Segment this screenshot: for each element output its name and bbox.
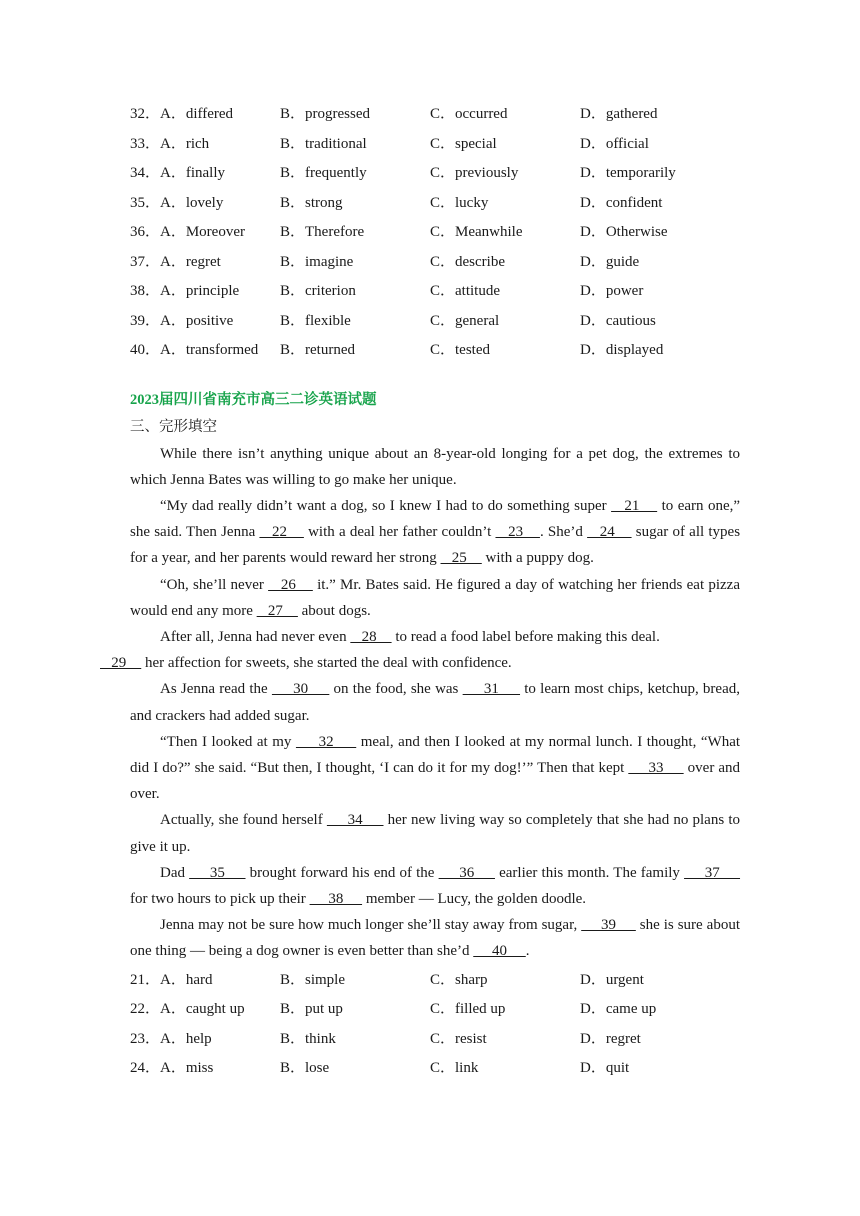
- passage-paragraph-3: “Oh, she’ll never 26 it.” Mr. Bates said. He figured a day of watching her friends eat pizza would end any more 27 about dogs.: [130, 576, 741, 619]
- option-a: A．help: [160, 1030, 212, 1047]
- option-d: D．gathered: [580, 106, 658, 122]
- question-number: 22．: [130, 1001, 161, 1018]
- option-row-24: [130, 1057, 740, 1087]
- option-row-35: [130, 192, 740, 222]
- blank-29: 29: [100, 655, 142, 672]
- option-b: B．strong: [280, 194, 343, 211]
- option-a: A．caught up: [160, 1001, 245, 1018]
- document-page: [100, 103, 741, 1087]
- option-c: C．lucky: [430, 194, 489, 211]
- option-d: D．Otherwise: [580, 224, 668, 240]
- question-number: 35．: [130, 194, 161, 211]
- option-c: C．attitude: [430, 283, 500, 299]
- passage-paragraph-5: As Jenna read the 30 on the food, she was 31 to learn most chips, ketchup, bread, and crackers had added sugar.: [130, 681, 740, 724]
- option-b: B．imagine: [280, 253, 354, 270]
- blank-36: 36: [438, 864, 495, 881]
- option-d: D．regret: [580, 1030, 641, 1047]
- question-number: 38．: [130, 283, 161, 299]
- option-c: C．occurred: [430, 106, 508, 122]
- option-row-40: [130, 339, 740, 369]
- passage-paragraph-9: Jenna may not be sure how much longer she’ll stay away from sugar, 39 she is sure about one thing — being a dog owner is even better than she’d 40 .: [130, 917, 740, 960]
- question-number: 21．: [130, 971, 161, 988]
- passage-paragraph-2: “My dad really didn’t want a dog, so I knew I had to do something super 21 to earn one,” she said. Then Jenna 22 with a deal her father couldn’t 23 . She’d 24 sugar of all types for a year, and her parents would reward her strong 25 with a puppy dog.: [130, 497, 741, 567]
- option-c: C．sharp: [430, 971, 488, 988]
- option-a: A．regret: [160, 253, 221, 270]
- options-list-21-24: [130, 969, 740, 1087]
- blank-28: 28: [350, 628, 392, 645]
- option-a: A．positive: [160, 312, 234, 329]
- option-d: D．quit: [580, 1060, 630, 1077]
- option-c: C．tested: [430, 342, 490, 358]
- option-c: C．previously: [430, 165, 519, 181]
- option-b: B．lose: [280, 1060, 330, 1077]
- option-c: C．filled up: [430, 1001, 506, 1018]
- option-a: A．hard: [160, 971, 213, 988]
- option-a: A．rich: [160, 135, 210, 152]
- option-b: B．returned: [280, 342, 355, 358]
- option-row-34: [130, 162, 740, 192]
- option-b: B．frequently: [280, 165, 367, 181]
- option-row-32: [130, 103, 740, 133]
- passage-paragraph-8: Dad 35 brought forward his end of the 36 earlier this month. The family 37 for two hours to pick up their 38 member — Lucy, the golden doodle.: [130, 864, 741, 907]
- option-row-23: [130, 1028, 740, 1058]
- option-a: A．lovely: [160, 194, 224, 211]
- question-number: 37．: [130, 253, 161, 270]
- question-number: 33．: [130, 135, 161, 152]
- blank-32: 32: [295, 733, 357, 750]
- blank-37: 37: [684, 864, 741, 881]
- question-number: 39．: [130, 312, 161, 329]
- exam-title: 2023届四川省南充市高三二诊英语试题: [130, 391, 377, 408]
- option-a: A．differed: [160, 106, 234, 122]
- option-d: D．cautious: [580, 312, 656, 329]
- option-a: A．transformed: [160, 342, 259, 358]
- question-number: 32．: [130, 106, 161, 122]
- option-a: A．Moreover: [160, 224, 245, 240]
- option-c: C．resist: [430, 1030, 487, 1047]
- option-row-36: [130, 221, 740, 251]
- option-c: C．link: [430, 1060, 479, 1077]
- passage-paragraph-1: While there isn’t anything unique about an 8-year-old longing for a pet dog, the extremes to which Jenna Bates was willing to go make her unique.: [130, 445, 740, 488]
- option-b: B．traditional: [280, 135, 367, 152]
- option-d: D．guide: [580, 253, 640, 270]
- blank-35: 35: [189, 864, 246, 881]
- option-row-33: [130, 133, 740, 163]
- option-d: D．came up: [580, 1001, 657, 1018]
- question-number: 34．: [130, 165, 161, 181]
- passage-paragraph-6: “Then I looked at my 32 meal, and then I looked at my normal lunch. I thought, “What did I do?” she said. “But then, I thought, ‘I can do it for my dog!’” Then that kept 33 over and over.: [130, 733, 741, 803]
- option-row-22: [130, 998, 740, 1028]
- option-a: A．miss: [160, 1060, 214, 1077]
- passage-paragraph-4: After all, Jenna had never even 28 to read a food label before making this deal. 29 her affection for sweets, she started the deal with confidence.: [100, 628, 660, 672]
- blank-24: 24: [587, 524, 632, 541]
- option-d: D．temporarily: [580, 165, 676, 181]
- option-b: B．think: [280, 1030, 336, 1047]
- option-b: B．Therefore: [280, 224, 365, 240]
- blank-25: 25: [440, 550, 482, 567]
- options-list-32-40: [130, 103, 740, 369]
- option-row-21: [130, 969, 740, 999]
- option-b: B．criterion: [280, 283, 356, 299]
- passage-paragraph-7: Actually, she found herself 34 her new living way so completely that she had no plans to give it up.: [130, 812, 741, 855]
- blank-39: 39: [581, 917, 636, 934]
- blank-38: 38: [309, 890, 363, 907]
- option-d: D．official: [580, 135, 649, 152]
- option-row-38: [130, 280, 740, 310]
- option-d: D．power: [580, 283, 644, 299]
- option-b: B．simple: [280, 971, 346, 988]
- blank-22: 22: [259, 524, 304, 541]
- option-c: C．general: [430, 312, 500, 329]
- option-b: B．flexible: [280, 312, 351, 329]
- option-c: C．describe: [430, 253, 505, 270]
- option-a: A．finally: [160, 165, 225, 181]
- question-number: 23．: [130, 1030, 161, 1047]
- option-d: D．urgent: [580, 971, 644, 988]
- blank-40: 40: [473, 943, 526, 960]
- question-number: 24．: [130, 1060, 161, 1077]
- blank-27: 27: [256, 602, 298, 619]
- blank-33: 33: [628, 759, 684, 776]
- option-a: A．principle: [160, 283, 240, 299]
- question-number: 40．: [130, 342, 161, 358]
- blank-31: 31: [462, 681, 521, 698]
- option-b: B．put up: [280, 1001, 343, 1018]
- question-number: 36．: [130, 224, 161, 240]
- option-c: C．special: [430, 135, 497, 152]
- option-d: D．displayed: [580, 342, 664, 358]
- option-b: B．progressed: [280, 106, 370, 122]
- blank-23: 23: [495, 524, 540, 541]
- option-row-37: [130, 251, 740, 281]
- blank-21: 21: [611, 497, 658, 514]
- option-d: D．confident: [580, 194, 663, 211]
- option-row-39: [130, 310, 740, 340]
- blank-34: 34: [326, 812, 384, 829]
- blank-26: 26: [268, 576, 313, 593]
- blank-30: 30: [271, 681, 330, 698]
- section-title: 三、完形填空: [130, 418, 217, 435]
- option-c: C．Meanwhile: [430, 224, 523, 240]
